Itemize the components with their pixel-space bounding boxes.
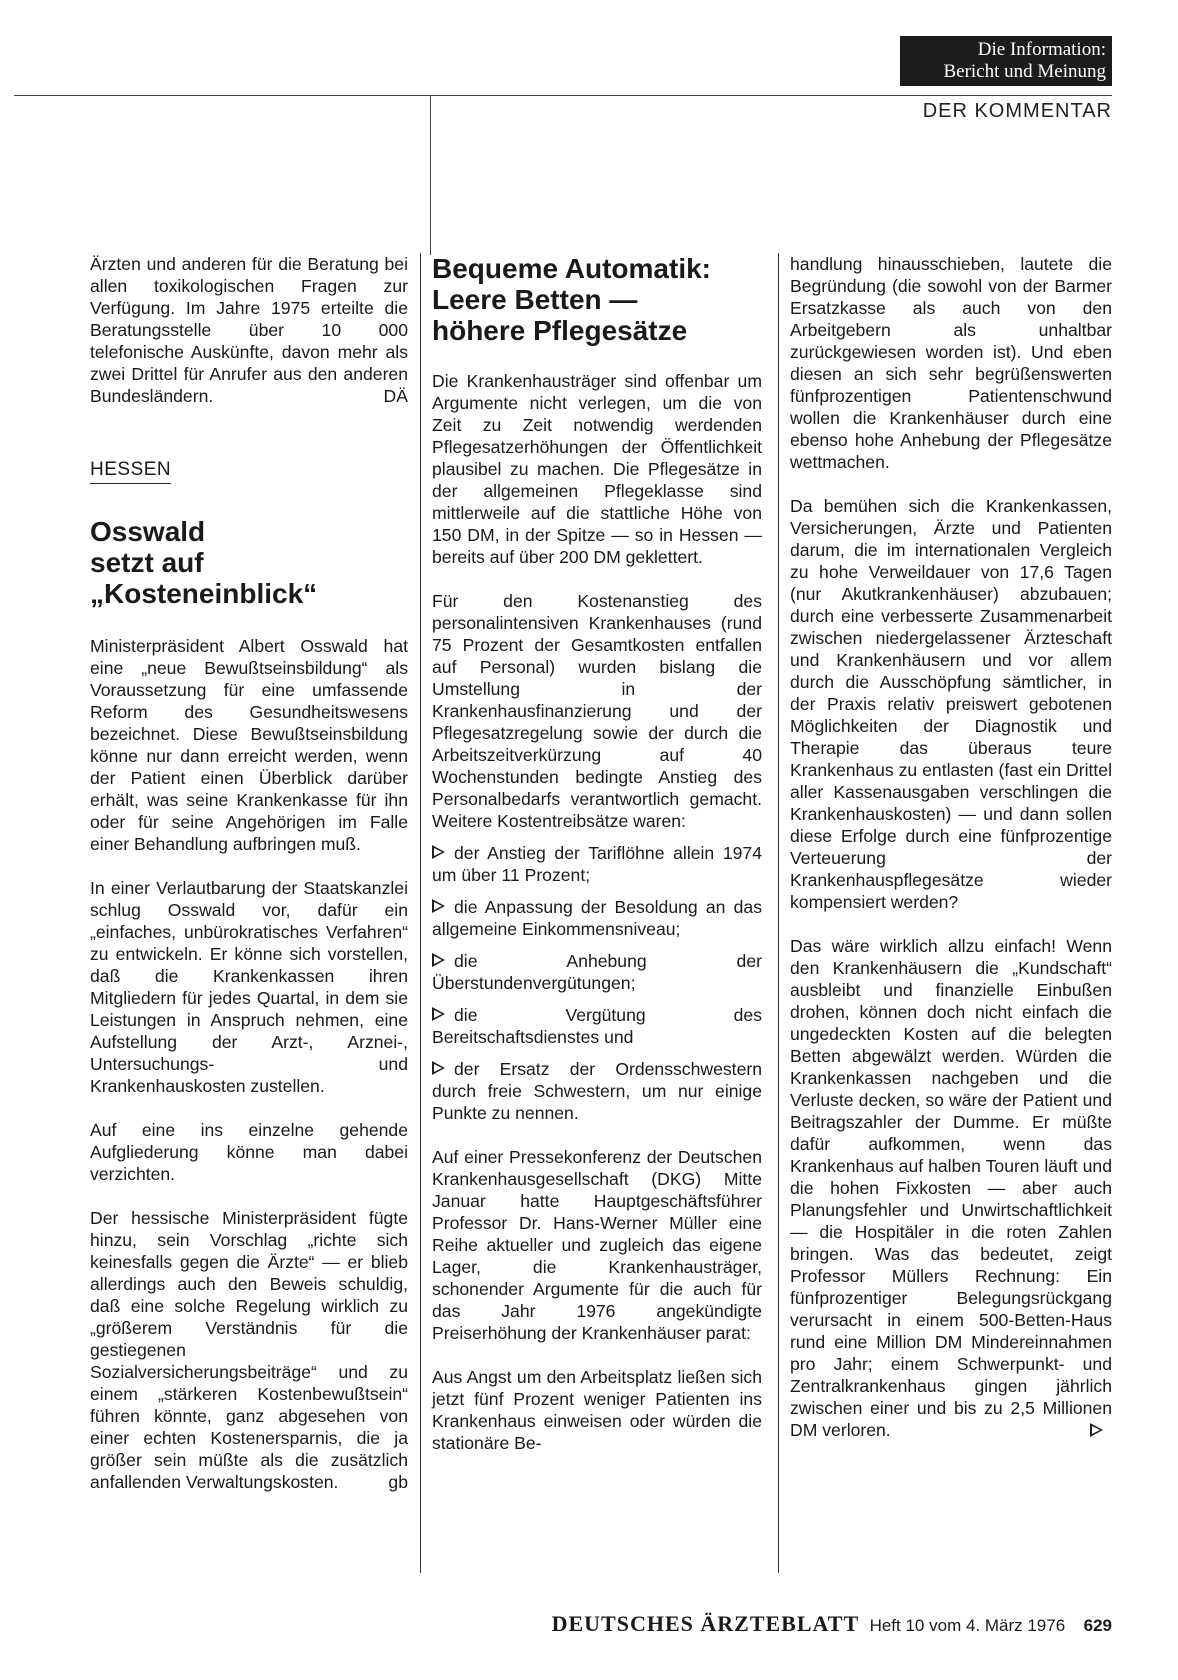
triangle-bullet-icon [432,1061,445,1075]
bullet-item: die Anhebung der Überstundenvergütungen; [432,951,762,993]
page-number: 629 [1083,1616,1112,1635]
column-divider [778,253,779,1573]
paragraph: Die Krankenhausträger sind offenbar um Argumente nicht verlegen, um die von Zeit zu Zeit notwendig werdenden Pflegesatzerhöhungen der Öffentlichkeit plausibel zu machen. Die Pflegesätze in der allgemeinen Pflegeklasse sind mittlerweile auf die stattliche Höhe von 150 DM, in der Spitze — so in Hessen — bereits auf über 200 DM geklettert. [432,371,762,567]
section-header-box [900,36,1112,86]
paragraph: In einer Verlautbarung der Staatskanzlei schlug Osswald vor, dafür ein „einfaches, unbürokratisches Verfahren“ zu entwickeln. Er könne sich vorstellen, daß die Krankenkassen ihren Mitgliedern für jedes Quartal, in dem sie Leistungen in Anspruch nehmen, eine Aufstellung der Arzt-, Arznei-, Untersuchungs- und Krankenhauskosten zustellen. [90,878,408,1096]
paragraph: Aus Angst um den Arbeitsplatz ließen sich jetzt fünf Prozent weniger Patienten ins Krankenhaus einweisen oder würden die stationäre Be- [432,1367,762,1453]
paragraph: Da bemühen sich die Krankenkassen, Versicherungen, Ärzte und Patienten darum, die im internationalen Vergleich zu hohe Verweildauer von 17,6 Tagen (nur Akutkrankenhäuser) abzubauen; durch eine verbesserte Zusammenarbeit zwischen niedergelassener Ärzteschaft und Krankenhäusern und vor allem durch die Ausschöpfung sämtlicher, in der Praxis relativ preiswert gebotenen Möglichkeiten der Diagnostik und Therapie das überaus teure Krankenhaus zu entlasten (fast ein Drittel aller Kassenausgaben verschlingen die Krankenhauskosten) — und dann sollen diese Erfolge durch eine fünfprozentige Verteuerung der Krankenhauspflegesätze wieder kompensiert werden? [790,496,1112,912]
rubric-label: DER KOMMENTAR [922,100,1112,122]
section-label: HESSEN [90,459,171,484]
paragraph: Ministerpräsident Albert Osswald hat eine „neue Bewußtseinsbildung“ als Voraussetzung für eine umfassende Reform des Gesundheitswesens bezeichnet. Diese Bewußtseinsbildung könne nur dann erreicht werden, wenn der Patient einen Überblick darüber erhält, was seine Krankenkasse für ihn oder für seine Angehörigen im Falle einer Behandlung aufbringen muß. [90,636,408,854]
article-headline: Bequeme Automatik: Leere Betten — höhere Pflegesätze [432,253,712,346]
bullet-item: der Ersatz der Ordensschwestern durch freie Schwestern, um nur einige Punkte zu nennen. [432,1059,762,1123]
paragraph: Der hessische Ministerpräsident fügte hinzu, sein Vorschlag „richte sich keinesfalls gegen die Ärzte“ — er blieb allerdings auch den Beweis schuldig, daß eine solche Regelung wirklich zu „größerem Verständnis für die gestiegenen Sozialversicherungsbeiträge“ und zu einem „stärkeren Kostenbewußtsein“ führen könnte, ganz abgesehen von einer echten Kostenersparnis, die ja größer sein müßte als die zusätzlich anfallenden Verwaltungskosten. gb [90,1208,408,1492]
continued-arrow-icon [1090,1423,1103,1437]
issue-info: Heft 10 vom 4. März 1976 [869,1616,1066,1635]
author-signature: gb [388,1472,408,1492]
header-line-1: Die Information: [977,39,1106,60]
article-headline: Osswald setzt auf „Kosteneinblick“ [90,516,318,609]
triangle-bullet-icon [432,1007,445,1021]
column-middle [432,253,762,1476]
paragraph: Auf einer Pressekonferenz der Deutschen Krankenhausgesellschaft (DKG) Mitte Januar hatte Hauptgeschäftsführer Professor Dr. Hans-Werner Müller eine Reihe aktueller und zugleich das eigene Lager, die Krankenhausträger, schonender Argumente für die auch für das Jahr 1976 angekündigte Preiserhöhung der Krankenhäuser parat: [432,1147,762,1343]
column-left [90,253,408,1515]
author-signature: DÄ [383,386,408,406]
paragraph: Ärzten und anderen für die Beratung bei allen toxikologischen Fragen zur Verfügung. Im Jahre 1975 erteilte die Beratungsstelle über 10 000 telefonische Auskünfte, davon mehr als zwei Drittel für Anrufer aus den anderen Bundesländern. DÄ [90,254,408,406]
bullet-item: die Anpassung der Besoldung an das allgemeine Einkommensniveau; [432,897,762,939]
paragraph: Auf eine ins einzelne gehende Aufgliederung könne man dabei verzichten. [90,1120,408,1184]
header-line-2: Bericht und Meinung [943,61,1106,82]
page-footer [490,1611,1112,1637]
top-column-divider [430,95,431,255]
bullet-item: die Vergütung des Bereitschaftsdienstes und [432,1005,762,1047]
column-divider [420,253,421,1573]
triangle-bullet-icon [432,953,445,967]
top-rule [14,95,1112,96]
column-right [790,253,1112,1463]
magazine-title: DEUTSCHES ÄRZTEBLATT [551,1611,860,1636]
bullet-item: der Anstieg der Tariflöhne allein 1974 um über 11 Prozent; [432,843,762,885]
triangle-bullet-icon [432,845,445,859]
paragraph: Für den Kostenanstieg des personalintensiven Krankenhauses (rund 75 Prozent der Gesamtkosten entfallen auf Personal) wurden bislang die Umstellung in der Krankenhausfinanzierung und der Pflegesatzregelung sowie der durch die Arbeitszeitverkürzung auf 40 Wochenstunden bedingte Anstieg des Personalbedarfs verantwortlich gemacht. Weitere Kostentreibsätze waren: [432,591,762,831]
paragraph: handlung hinausschieben, lautete die Begründung (die sowohl von der Barmer Ersatzkasse als auch von den Arbeitgebern als unhaltbar zurückgewiesen worden ist). Und eben diesen an sich sehr begrüßenswerten fünfprozentigen Patientenschwund wollen die Krankenhäuser durch eine ebenso hohe Anhebung der Pflegesätze wettmachen. [790,254,1112,472]
paragraph: Das wäre wirklich allzu einfach! Wenn den Krankenhäusern die „Kundschaft“ ausbleibt und finanzielle Einbußen drohen, können doch nicht einfach die ungedeckten Kosten auf die belegten Betten abgewälzt werden. Würden die Krankenkassen nachgeben und die Verluste decken, so wäre der Patient und Beitragszahler der Dumme. Er müßte dafür aufkommen, wenn das Krankenhaus auf halben Touren läuft und die hohen Fixkosten — aber auch Planungsfehler und Unwirtschaftlichkeit — die Hospitäler in die roten Zahlen bringen. Was das bedeutet, zeigt Professor Müllers Rechnung: Ein fünfprozentiger Belegungsrückgang verursacht in einem 500-Betten-Haus rund eine Million DM Mindereinnahmen pro Jahr; einem Schwerpunkt- und Zentralkrankenhaus gingen jährlich zwischen einer und bis zu 2,5 Millionen DM verloren. [790,936,1112,1440]
triangle-bullet-icon [432,899,445,913]
